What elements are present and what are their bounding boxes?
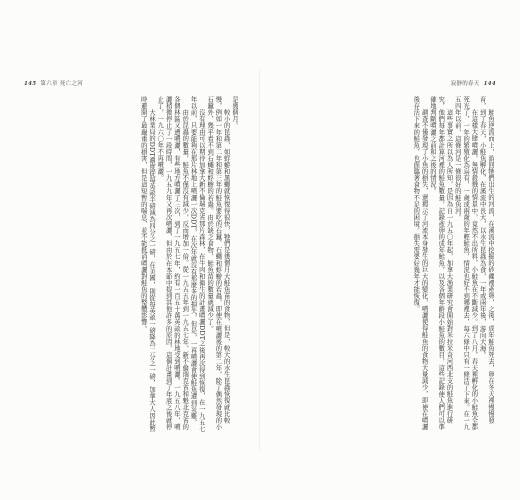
left-body-text [24,96,238,436]
left-paragraph: 沒有理由可以期待加拿大新不倫瑞克省那片森林，在牛肉和衛生的計畫噴灑DDT之後再次得到恢復，在一九五七年以前，只要能夠在那片林地上噴灑一次DDT，在次年就沒有那麼多的損失，但是，一再噴灑會使鮭魚遭到災難。 [189,96,205,432]
left-paragraph: 較小的昆蟲，如蜉蝣和黑蠅就恢復得很快，牠們是幾個月大鮭魚苗的食物，但是，較大的水生昆蟲恢復就比較慢，例如一年和第二年和第三年的鮭魚要吃的石蠶、石蠅和蜉蝣的若蟲，即使在噴灑後的第二年，除了偶然發現的小石蠶外，幾乎看不到石蠅和蜉蝣的若蟲。由於缺乏食物，鮭魚苗的數量就減少了。 [206,96,230,431]
right-paragraph: 調查不僅發現了小魚的損失，還揭示了河流本身發生的巨大的變化，噴灑使得鮭魚的食物大量減少，即使在噴灑後存活下來的鮭魚，也面臨著食物不足的困境，損失需要好幾年才能恢復。 [412,96,428,430]
right-page [260,0,520,500]
right-running-header [451,79,496,87]
left-running-head-title: 第六章 死亡之河 [40,81,84,87]
left-page-number: 145 [24,81,37,87]
right-paragraph: 這些事實之所以為人所知，是因為自一九五〇年起，加拿大漁業研究會開始對米拉米奇河西北支的鮭魚進行研究，他們每年都計算河裡的鮭魚數量，記錄產卵的成年鮭魚，以及各個年齡段小鮭魚的數目，這些記錄使人們可以準確地判斷噴灑之前和之後的情況。 [428,96,453,431]
right-paragraph: 鮭魚逆流而上，游回牠們出生的河流，在溪流中挖掘的砂礫裡產卵，之後，成年鮭魚死去，卵在冬天裡慢慢發育，到了春天，小鮭魚孵化，在溪流中長大，以水生昆蟲為食，一年或兩年後，游向大海。 [478,96,494,423]
left-running-header [24,79,83,87]
left-paragraph: 由於昆蟲的數量，鮭魚不僅沒有減少，反而增加一倍。從一九五五年到一九五七年，新不倫瑞克省和魁北克省的各個林區又遭噴灑，有些地方噴灑了三次，到了一九五七年，約有一百五十萬英畝的林地受到噴灑。一九五八年，噴灑稍微停止了一段時間，一九五九年又再次噴灑，但由於在本節中提到其他許多的原因，這個計畫到了年底之後就停止了，一九六〇年不再噴灑。 [156,96,189,431]
left-paragraph: 是幾個月。 [231,96,238,129]
right-paragraph: 在這樣大肆噴灑，無情殺戮的情景中，竟然不出所料，小鮭魚在不斷減少。到了八月，春天裡孵化的小鮭魚全都死光了，一年的繁殖化為烏有，一歲或兩歲的年輕鮭魚，情況也好不到哪裡去，每六條中只有一條活了下來。在一九五四年以前，這條河是一條很好的鮭魚河。 [453,96,478,431]
left-paragraph: 大林業局的DDT濃度從每英畝半磅減為四分之一磅，在美國，則從每英畝一磅降為二分之一磅，加拿大人因此暫時避開了最嚴重的損害，但是這短暫的喘息，並不能抵消噴灑對鮭魚的整體影響。 [139,96,156,432]
right-body-text [280,96,494,436]
right-page-number: 144 [483,81,496,87]
right-running-head-title: 寂靜的春天 [450,81,480,87]
